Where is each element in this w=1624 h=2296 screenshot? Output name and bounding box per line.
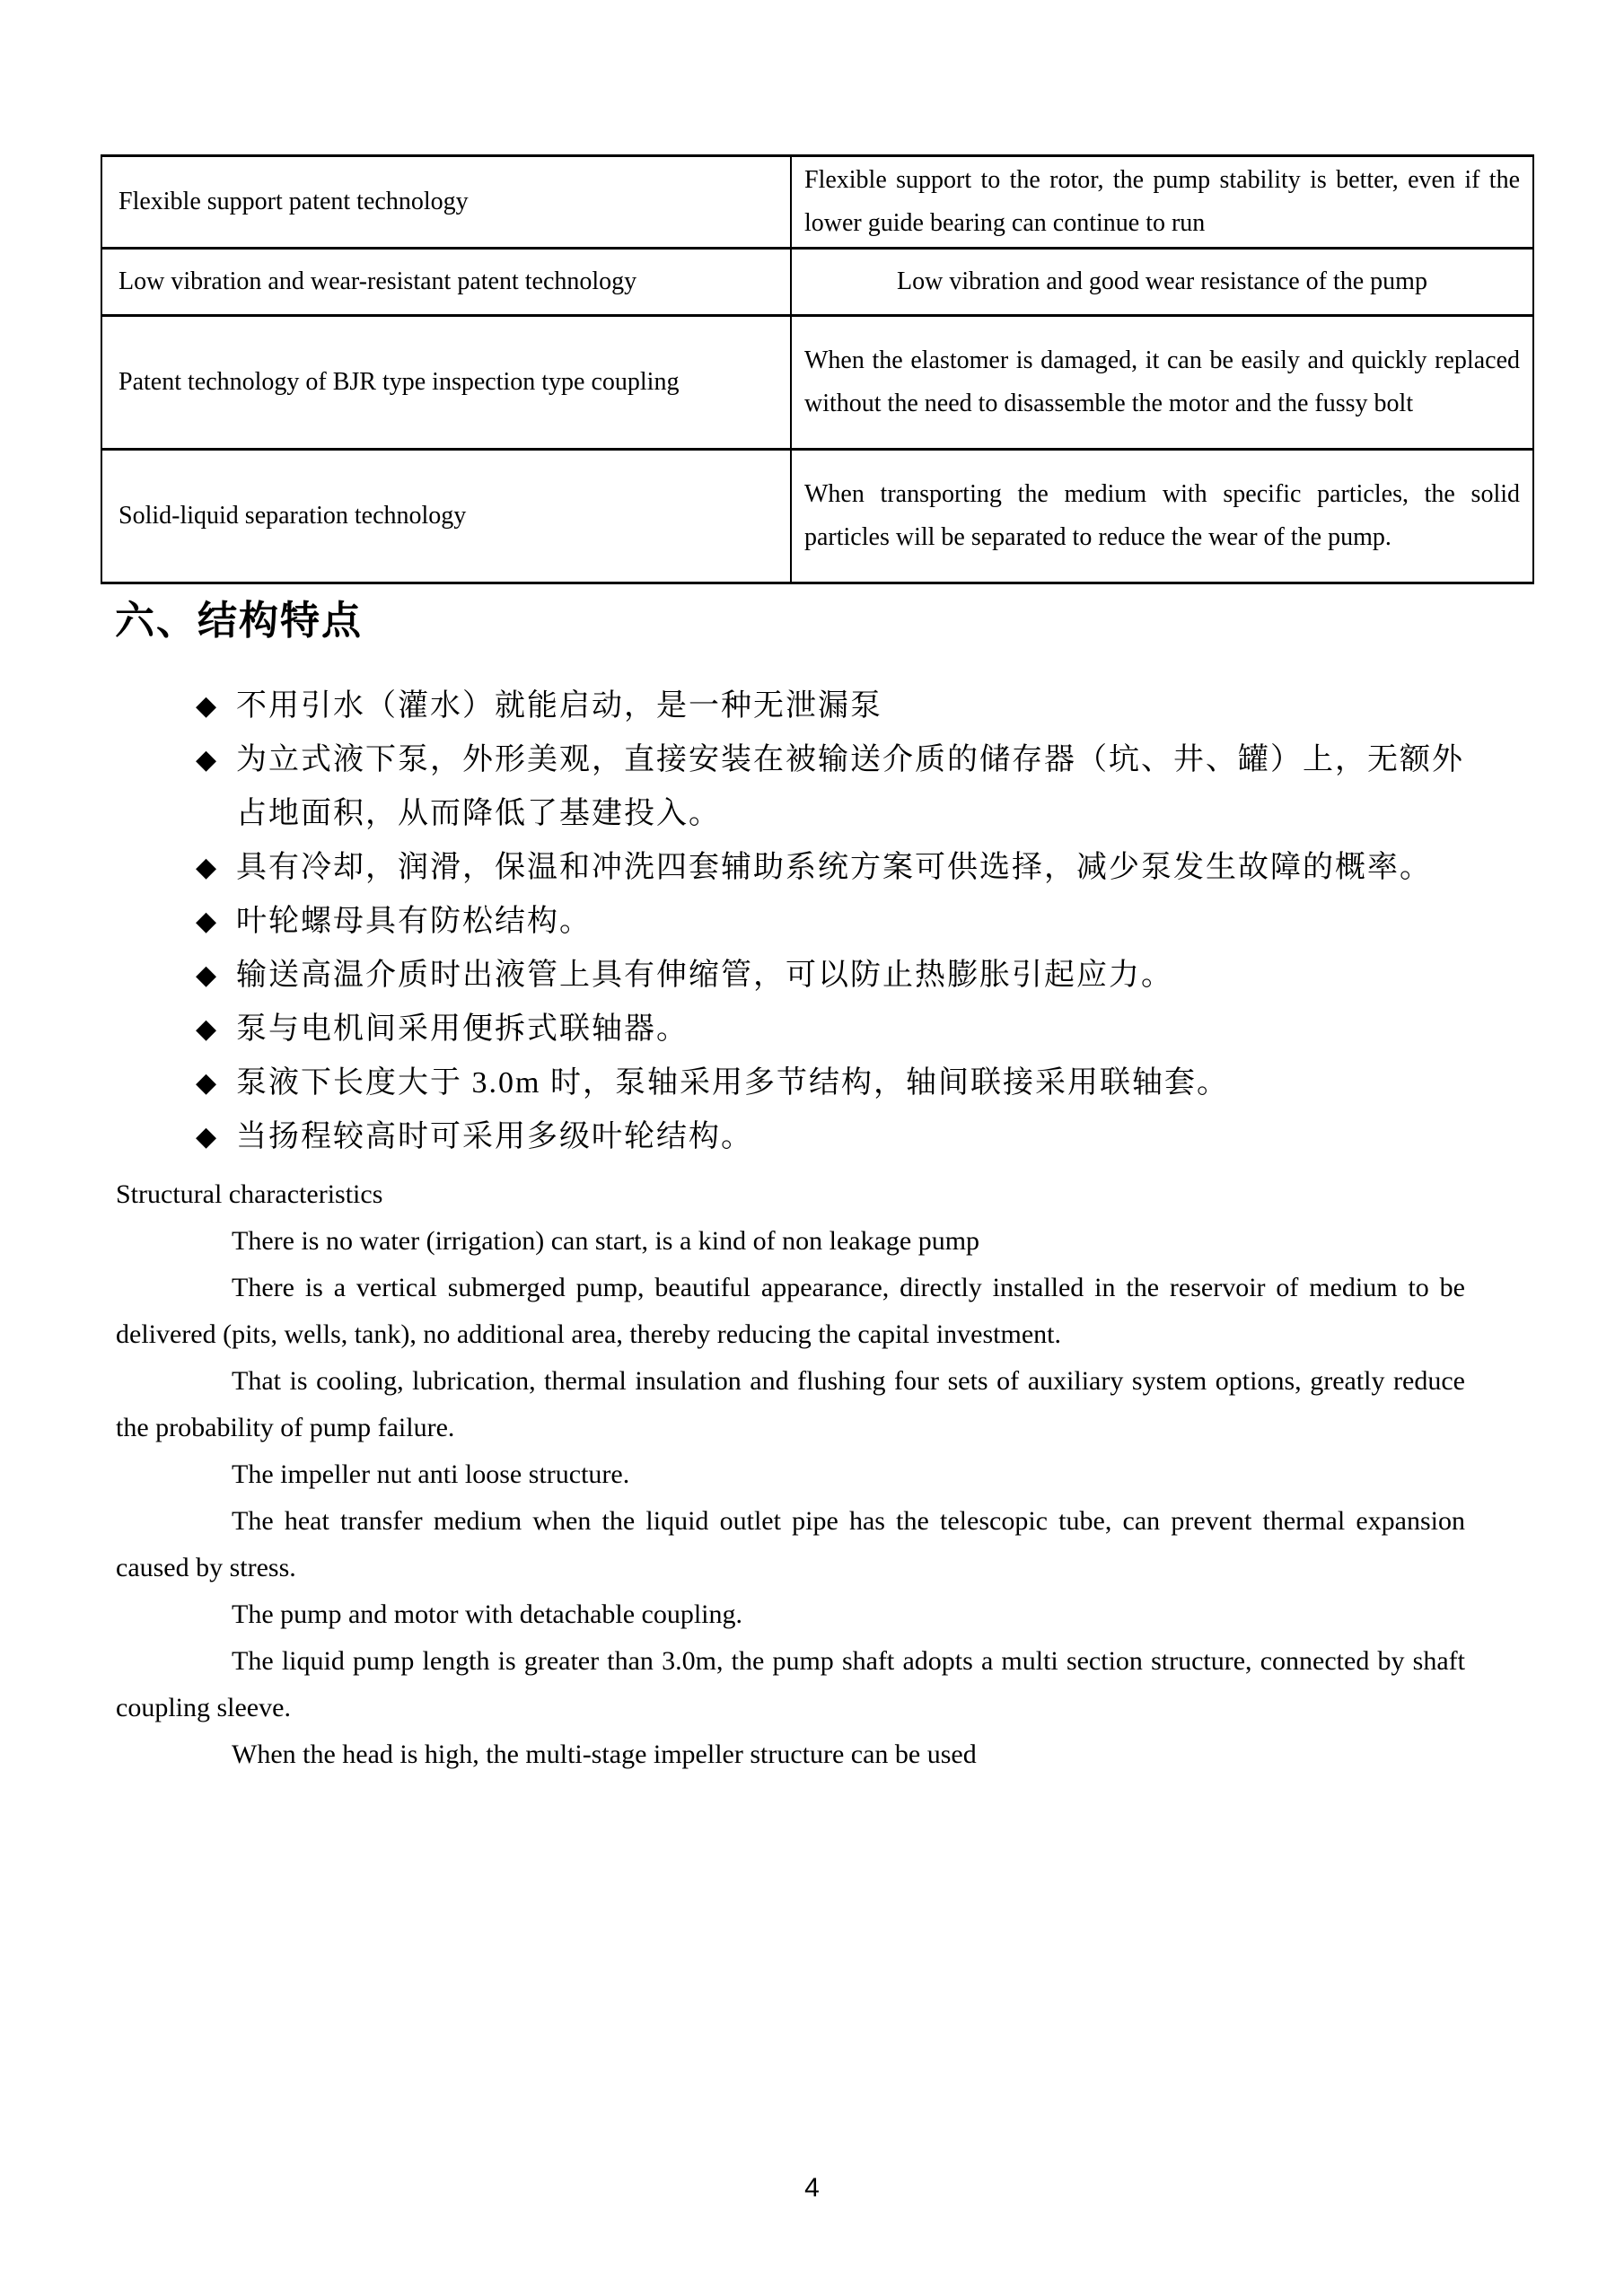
bullet-text: 为立式液下泵，外形美观，直接安装在被输送介质的储存器（坑、井、罐）上，无额外占地面积，从而降低了基建投入。 xyxy=(236,743,1464,830)
description-cell: When the elastomer is damaged, it can be easily and quickly replaced without the need to disassemble the motor and the fussy bolt xyxy=(791,316,1533,450)
bullet-text: 当扬程较高时可采用多级叶轮结构。 xyxy=(236,1120,753,1153)
english-paragraph: There is no water (irrigation) can start, is a kind of non leakage pump xyxy=(232,1226,980,1256)
english-paragraph: The pump and motor with detachable coupling. xyxy=(232,1599,743,1629)
diamond-bullet-icon: ◆ xyxy=(196,852,217,883)
english-section xyxy=(116,1171,1465,1778)
bullet-item xyxy=(0,679,1624,733)
english-paragraph: The liquid pump length is greater than 3.0m, the pump shaft adopts a multi section structure, connected by shaft coupling sleeve. xyxy=(116,1646,1465,1722)
bullet-text: 叶轮螺母具有防松结构。 xyxy=(236,905,592,938)
diamond-bullet-icon: ◆ xyxy=(196,906,217,937)
description-cell: Low vibration and good wear resistance of the pump xyxy=(791,249,1533,316)
english-paragraph: That is cooling, lubrication, thermal insulation and flushing four sets of auxiliary system options, greatly reduce the probability of pump failure. xyxy=(116,1366,1465,1442)
bullet-item xyxy=(0,895,1624,949)
bullet-item xyxy=(0,1110,1624,1164)
page-number: 4 xyxy=(804,2173,820,2203)
diamond-bullet-icon: ◆ xyxy=(196,690,217,722)
diamond-bullet-icon: ◆ xyxy=(196,744,217,776)
english-paragraph: There is a vertical submerged pump, beautiful appearance, directly installed in the reservoir of medium to be delivered (pits, wells, tank), no additional area, thereby reducing the capital investment. xyxy=(116,1273,1465,1349)
feature-cell: Flexible support patent technology xyxy=(101,156,791,249)
table-row xyxy=(101,316,1533,450)
table-row xyxy=(101,249,1533,316)
section-heading: 六、结构特点 xyxy=(115,598,363,644)
description-cell: When transporting the medium with specific particles, the solid particles will be separated to reduce the wear of the pump. xyxy=(791,450,1533,583)
bullet-text: 泵与电机间采用便拆式联轴器。 xyxy=(236,1012,689,1046)
bullet-text: 泵液下长度大于 3.0m 时，泵轴采用多节结构，轴间联接采用联轴套。 xyxy=(236,1066,1229,1100)
bullet-text: 具有冷却，润滑，保温和冲洗四套辅助系统方案可供选择，减少泵发生故障的概率。 xyxy=(236,851,1432,884)
bullet-item xyxy=(0,1056,1624,1110)
feature-cell: Patent technology of BJR type inspection type coupling xyxy=(101,316,791,450)
english-paragraph: The heat transfer medium when the liquid outlet pipe has the telescopic tube, can prevent thermal expansion caused by stress. xyxy=(116,1506,1465,1582)
description-cell: Flexible support to the rotor, the pump stability is better, even if the lower guide bearing can continue to run xyxy=(791,156,1533,249)
bullet-item xyxy=(0,733,1624,841)
english-paragraph: The impeller nut anti loose structure. xyxy=(232,1459,630,1489)
bullet-item xyxy=(0,841,1624,895)
english-paragraph: When the head is high, the multi-stage impeller structure can be used xyxy=(232,1740,977,1769)
diamond-bullet-icon: ◆ xyxy=(196,960,217,991)
english-section-heading: Structural characteristics xyxy=(116,1179,383,1209)
feature-cell: Solid-liquid separation technology xyxy=(101,450,791,583)
diamond-bullet-icon: ◆ xyxy=(196,1067,217,1099)
bullet-text: 输送高温介质时出液管上具有伸缩管，可以防止热膨胀引起应力。 xyxy=(236,959,1173,992)
table-row xyxy=(101,450,1533,583)
patent-technology-table xyxy=(101,154,1534,584)
bullet-item xyxy=(0,949,1624,1003)
diamond-bullet-icon: ◆ xyxy=(196,1121,217,1152)
feature-cell: Low vibration and wear-resistant patent technology xyxy=(101,249,791,316)
bullet-item xyxy=(0,1003,1624,1056)
bullet-list xyxy=(0,679,1624,1164)
table-row xyxy=(101,156,1533,249)
bullet-text: 不用引水（灌水）就能启动，是一种无泄漏泵 xyxy=(236,689,882,723)
diamond-bullet-icon: ◆ xyxy=(196,1013,217,1045)
